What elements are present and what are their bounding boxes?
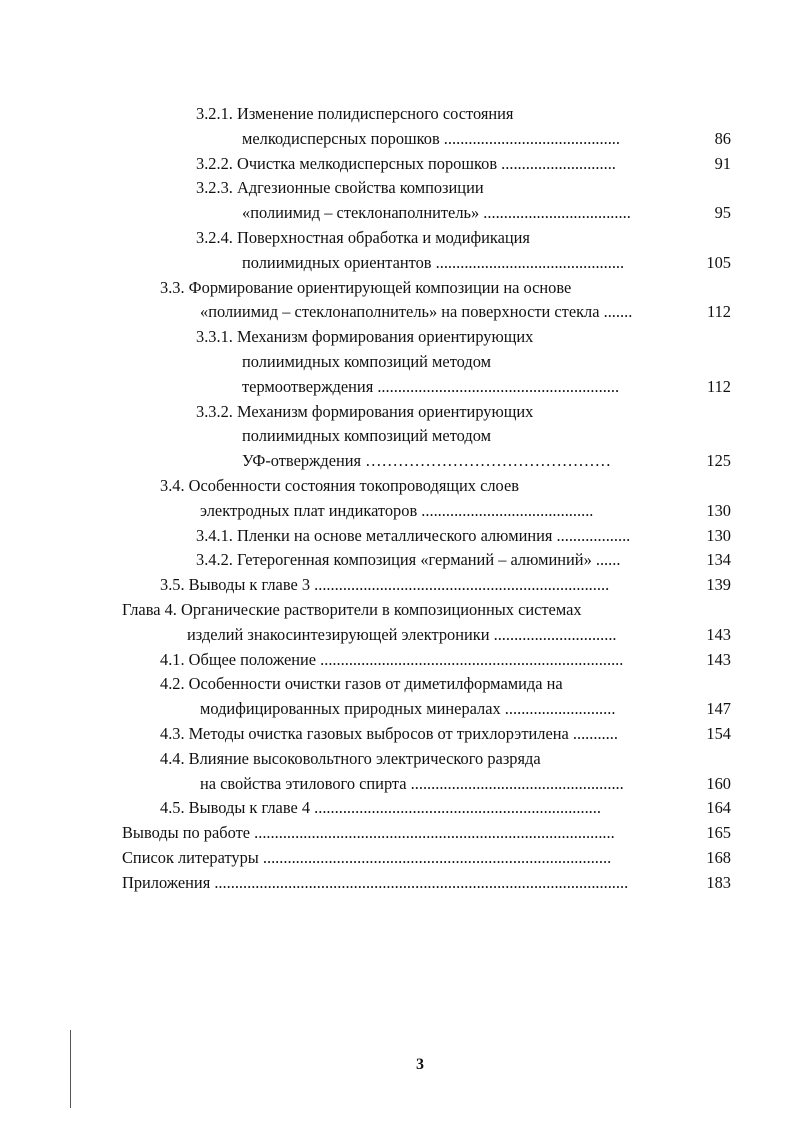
toc-entry-title: Глава 4. Органические растворители в композиционных системах: [122, 599, 582, 619]
toc-entry-title: 3.2.2. Очистка мелкодисперсных порошков ............................: [196, 153, 616, 173]
toc-entry-title: 3.2.3. Адгезионные свойства композиции: [196, 178, 484, 198]
toc-entry-page: 143: [706, 624, 731, 644]
toc-entry: [0, 722, 793, 747]
toc-entry: [0, 400, 793, 425]
toc-entry: [0, 573, 793, 598]
toc-entry-title: 3.4.1. Пленки на основе металлического алюминия ..................: [196, 525, 631, 545]
toc-entry: [0, 201, 793, 226]
toc-entry-page: 91: [714, 153, 731, 173]
toc-entry-title: УФ-отверждения ………………………………………: [242, 451, 612, 471]
toc-entry-title: электродных плат индикаторов ..........................................: [200, 500, 594, 520]
toc-entry-title: 4.3. Методы очистка газовых выбросов от трихлорэтилена ...........: [160, 723, 618, 743]
toc-entry-title: 4.5. Выводы к главе 4 ......................................................................: [160, 798, 601, 818]
toc-entry: [0, 697, 793, 722]
toc-entry-page: 183: [706, 872, 731, 892]
toc-entry: [0, 449, 793, 474]
toc-entry: [0, 672, 793, 697]
toc-entry: [0, 871, 793, 896]
toc-entry-title: 4.1. Общее положение ..........................................................................: [160, 649, 624, 669]
toc-entry-page: 143: [706, 649, 731, 669]
toc-entry: [0, 821, 793, 846]
toc-entry: [0, 375, 793, 400]
toc-entry: [0, 796, 793, 821]
toc-entry: [0, 300, 793, 325]
toc-entry-page: 112: [707, 376, 731, 396]
toc-entry-title: Выводы по работе ........................................................................................: [122, 823, 615, 843]
toc-entry: [0, 102, 793, 127]
toc-entry-page: 164: [706, 798, 731, 818]
toc-entry-page: 95: [714, 203, 731, 223]
toc-entry: [0, 152, 793, 177]
toc-entry-title: 3.5. Выводы к главе 3 ........................................................................: [160, 575, 610, 595]
toc-entry-title: 3.4. Особенности состояния токопроводящих слоев: [160, 475, 519, 495]
toc-entry: [0, 474, 793, 499]
toc-entry: [0, 226, 793, 251]
toc-entry-page: 168: [706, 847, 731, 867]
toc-entry-title: 3.2.4. Поверхностная обработка и модификация: [196, 227, 530, 247]
toc-entry-title: полиимидных композиций методом: [242, 426, 491, 446]
toc-entry-page: 165: [706, 823, 731, 843]
toc-entry-title: 4.4. Влияние высоковольтного электрического разряда: [160, 748, 541, 768]
toc-entry: [0, 127, 793, 152]
toc-entry-page: 160: [706, 773, 731, 793]
toc-entry-page: 112: [707, 302, 731, 322]
scan-artifact-line: [70, 1030, 71, 1108]
toc-entry: [0, 350, 793, 375]
toc-entry: [0, 846, 793, 871]
toc-entry-title: 3.3.1. Механизм формирования ориентирующих: [196, 327, 534, 347]
toc-entry: [0, 548, 793, 573]
toc-entry-page: 154: [706, 723, 731, 743]
toc-entry: [0, 648, 793, 673]
toc-entry-title: модифицированных природных минералах ...........................: [200, 699, 616, 719]
toc-entry: [0, 251, 793, 276]
toc-entry-page: 86: [714, 128, 731, 148]
toc-entry-title: 3.2.1. Изменение полидисперсного состояния: [196, 104, 514, 123]
toc-entry-page: 105: [706, 252, 731, 272]
toc-entry-title: изделий знакосинтезирующей электроники ..............................: [187, 624, 617, 644]
toc-entry-title: термоотверждения ...........................................................: [242, 376, 620, 396]
toc-entry: [0, 524, 793, 549]
toc-entry-page: 130: [706, 525, 731, 545]
toc-entry-title: Список литературы .....................................................................................: [122, 847, 612, 867]
toc-entry-title: полиимидных ориентантов ..............................................: [242, 252, 625, 272]
toc-entry: [0, 623, 793, 648]
toc-entry-title: 3.3. Формирование ориентирующей композиции на основе: [160, 277, 572, 297]
toc-entry: [0, 598, 793, 623]
toc-entry: [0, 499, 793, 524]
toc-entry: [0, 176, 793, 201]
toc-entry: [0, 424, 793, 449]
toc-entry-title: полиимидных композиций методом: [242, 351, 491, 371]
toc-entry-title: 4.2. Особенности очистки газов от диметилформамида на: [160, 674, 563, 694]
toc-entry-title: «полиимид – стеклонаполнитель» ....................................: [242, 203, 631, 223]
toc-entry-title: Приложения .....................................................................................................: [122, 872, 629, 892]
page-number: 3: [416, 1056, 424, 1073]
toc-entry-title: 3.4.2. Гетерогенная композиция «германий – алюминий» ......: [196, 550, 621, 570]
toc-entry-page: 125: [706, 451, 731, 471]
toc-entry: [0, 276, 793, 301]
table-of-contents: [0, 102, 793, 896]
toc-entry: [0, 747, 793, 772]
toc-entry-page: 134: [706, 550, 731, 570]
toc-entry-page: 147: [706, 699, 731, 719]
toc-entry-title: 3.3.2. Механизм формирования ориентирующих: [196, 401, 534, 421]
toc-entry-page: 139: [706, 575, 731, 595]
toc-entry-page: 130: [706, 500, 731, 520]
toc-entry-title: мелкодисперсных порошков ...........................................: [242, 128, 620, 148]
toc-entry-title: «полиимид – стеклонаполнитель» на поверхности стекла .......: [200, 302, 633, 322]
toc-entry: [0, 772, 793, 797]
toc-entry-title: на свойства этилового спирта ....................................................: [200, 773, 624, 793]
toc-entry: [0, 325, 793, 350]
